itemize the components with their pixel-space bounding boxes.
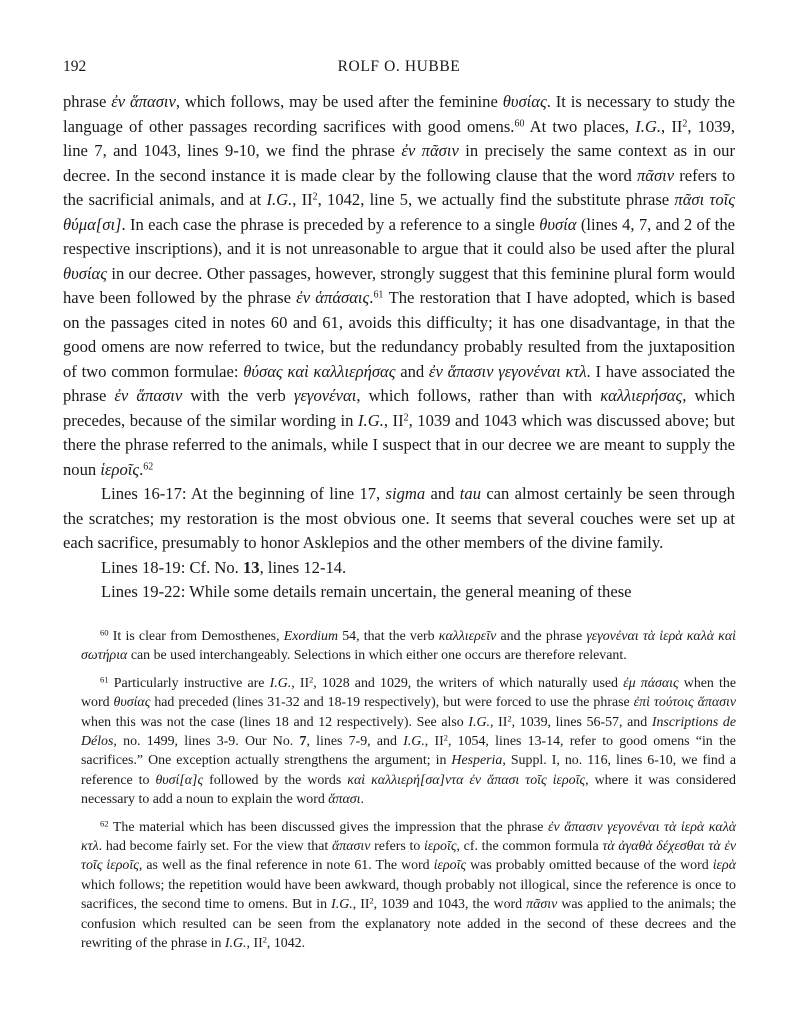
footnotes	[81, 627, 736, 962]
footnote-ref-60: 60	[514, 118, 525, 130]
footnote-ref-61: 61	[373, 289, 384, 301]
footnote-60: $^{60}$ It is clear from Demosthenes, Exordium 54, that the verb καλλιερεῖν and the phrase γεγονέναι τὰ ἱερὰ καλὰ καὶ σωτήρια can be used interchangeably. Selections in which either one occurs are therefore relevant.	[81, 627, 736, 664]
footnote-ref-62: 62	[143, 461, 154, 473]
paragraph-lines-16-17: Lines 16-17: At the beginning of line 17, sigma and tau can almost certainly be seen through the scratches; my restoration is the most obvious one. It seems that several couches were set up at each sacrifice, presumably to honor Asklepios and the other members of the divine family.	[63, 484, 735, 552]
paragraph-lines-19-22: Lines 19-22: While some details remain uncertain, the general meaning of these	[101, 582, 632, 601]
running-title: ROLF O. HUBBE	[337, 58, 461, 75]
main-text	[63, 90, 735, 605]
footnote-61: $^{61}$ Particularly instructive are I.G., $II^2$, 1028 and 1029, the writers of which naturally used ἐμ πάσαις when the word θυσίας had preceded (lines 31-32 and 18-19 respectively), but were forced to use the phrase ἐπὶ τούτοις ἅπασιν when this was not the case (lines 18 and 12 respectively). See also I.G., $II^2$, 1039, lines 56-57, and Inscriptions de Délos, no. 1499, lines 3-9. Our No. 7, lines 7-9, and I.G., $II^2$, 1054, lines 13-14, refer to good omens “in the sacrifices.” One exception actually strengthens the argument; in Hesperia, Suppl. I, no. 116, lines 6-10, we find a reference to θυσί[α]ς followed by the words καὶ καλλιερή[σα]ντα ἐν ἅπασι τοῖς ἱεροῖς, where it was considered necessary to add a noun to explain the word ἅπασι.	[81, 674, 737, 808]
paragraph-lines-18-19: Lines 18-19: Cf. No. 13, lines 12-14.	[101, 557, 347, 577]
page-header	[63, 58, 735, 80]
page-number: 192	[63, 58, 87, 75]
footnote-62: $^{62}$ The material which has been discussed gives the impression that the phrase ἐν ἅπασιν γεγονέναι τὰ ἱερὰ καλὰ κτλ. had become fairly set. For the view that ἅπασιν refers to ἱεροῖς, cf. the common formula τὰ ἀγαθὰ δέχεσθαι τὰ ἐν τοῖς ἱεροῖς, as well as the final reference in note 61. The word ἱεροῖς was probably omitted because of the word ἱερὰ which follows; the repetition would have been awkward, though probably not illogical, since the reference is once to sacrifices, the second time to omens. But in I.G., $II^2$, 1039 and 1043, the word πᾶσιν was applied to the animals; the confusion which resulted can be seen from the explanatory note added in the second of these decrees and the rewriting of the phrase in I.G., $II^2$, 1042.	[81, 817, 737, 952]
paragraph-continuation: phrase ἐν ἅπασιν, which follows, may be used after the feminine θυσίας. It is necessary to study the language of other passages recording sacrifices with good omens.$^{60}$ At two places, I.G., $II^2$, 1039, line 7, and 1043, lines 9-10, we find the phrase ἐν πᾶσιν in precisely the same context as in our decree. In the second instance it is made clear by the following clause that the word πᾶσιν refers to the sacrificial animals, and at I.G., $II^2$, 1042, line 5, we actually find the substitute phrase πᾶσι τοῖς θύμα[σι]. In each case the phrase is preceded by a reference to a single θυσία (lines 4, 7, and 2 of the respective inscriptions), and it is not unreasonable to argue that it could also be used after the plural θυσίας in our decree. Other passages, however, strongly suggest that this feminine plural form would have been followed by the phrase ἐν ἁπάσαις.$^{61}$ The restoration that I have adopted, which is based on the passages cited in notes 60 and 61, avoids this difficulty; it has one disadvantage, in that the good omens are now referred to twice, but the redundancy probably resulted from the juxtaposition of two common formulae: θύσας καὶ καλλιερήσας and ἐν ἅπασιν γεγονέναι κτλ. I have associated the phrase ἐν ἅπασιν with the verb γεγονέναι, which follows, rather than with καλλιερήσας, which precedes, because of the similar wording in I.G., $II^2$, 1039 and 1043 which was discussed above; but there the phrase referred to the animals, while I suspect that in our decree we are meant to supply the noun ἱεροῖς.$^{62}$	[63, 92, 735, 479]
